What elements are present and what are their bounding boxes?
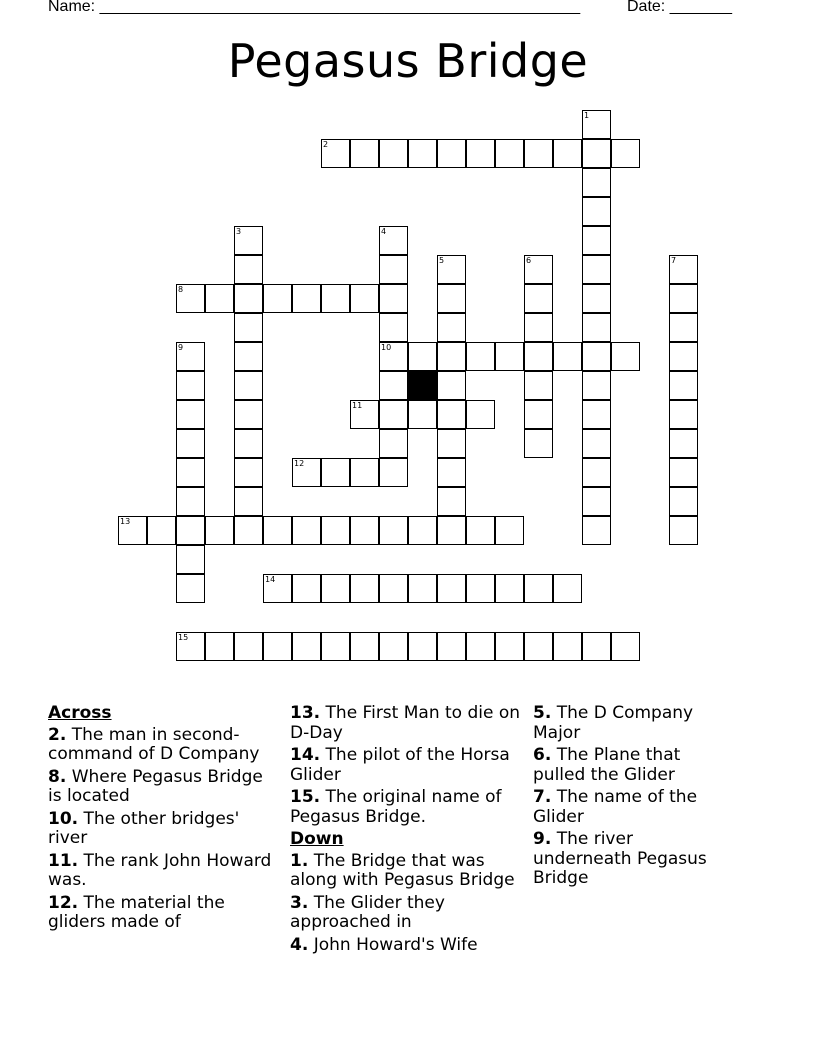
answer-cell[interactable] xyxy=(611,139,640,168)
answer-cell[interactable] xyxy=(176,371,205,400)
answer-cell[interactable] xyxy=(408,574,437,603)
answer-cell[interactable] xyxy=(379,400,408,429)
clue-down-4 xyxy=(290,936,526,956)
clue-number-label: 5 xyxy=(439,256,445,265)
clue-number-label: 13 xyxy=(120,517,131,526)
answer-cell[interactable] xyxy=(437,429,466,458)
answer-cell[interactable] xyxy=(524,313,553,342)
answer-cell[interactable] xyxy=(379,255,408,284)
answer-cell[interactable] xyxy=(524,400,553,429)
clue-number: 15. xyxy=(290,787,321,807)
answer-cell[interactable] xyxy=(234,284,263,313)
answer-cell[interactable] xyxy=(466,632,495,661)
answer-cell[interactable] xyxy=(582,429,611,458)
answer-cell[interactable] xyxy=(582,110,611,139)
answer-cell[interactable] xyxy=(524,632,553,661)
answer-cell[interactable] xyxy=(669,400,698,429)
answer-cell[interactable] xyxy=(118,516,147,545)
answer-cell[interactable] xyxy=(234,313,263,342)
clue-text: The river underneath Pegasus Bridge xyxy=(533,829,707,888)
answer-cell[interactable] xyxy=(553,632,582,661)
name-field-label: Name: ______________________________________________________ xyxy=(48,0,581,15)
clue-number: 9. xyxy=(533,829,552,849)
answer-cell[interactable] xyxy=(582,168,611,197)
answer-cell[interactable] xyxy=(350,574,379,603)
clue-text: The man in second-command of D Company xyxy=(48,724,260,764)
answer-cell[interactable] xyxy=(437,400,466,429)
clue-number-label: 3 xyxy=(236,227,242,236)
date-field-label: Date: _______ xyxy=(627,0,732,15)
answer-cell[interactable] xyxy=(669,371,698,400)
answer-cell[interactable] xyxy=(292,284,321,313)
answer-cell[interactable] xyxy=(582,487,611,516)
clues-column-1 xyxy=(48,704,280,936)
answer-cell[interactable] xyxy=(611,632,640,661)
answer-cell[interactable] xyxy=(408,632,437,661)
answer-cell[interactable] xyxy=(437,255,466,284)
clue-number: 6. xyxy=(533,745,552,765)
answer-cell[interactable] xyxy=(408,139,437,168)
across-heading: Across xyxy=(48,703,112,723)
clue-text: The D Company Major xyxy=(533,703,694,743)
answer-cell[interactable] xyxy=(582,284,611,313)
clue-number: 12. xyxy=(48,892,79,913)
clue-text: The name of the Glider xyxy=(533,787,698,827)
clues-column-2 xyxy=(290,704,526,958)
answer-cell[interactable] xyxy=(379,284,408,313)
answer-cell[interactable] xyxy=(437,371,466,400)
clue-across-13 xyxy=(290,704,526,743)
answer-cell[interactable] xyxy=(292,632,321,661)
answer-cell[interactable] xyxy=(582,197,611,226)
answer-cell[interactable] xyxy=(234,255,263,284)
clue-number: 8. xyxy=(48,766,67,787)
answer-cell[interactable] xyxy=(466,342,495,371)
clue-text: The other bridges' river xyxy=(48,808,240,848)
answer-cell[interactable] xyxy=(176,342,205,371)
answer-cell[interactable] xyxy=(582,226,611,255)
clue-number: 5. xyxy=(533,703,552,723)
clue-text: The material the gliders made of xyxy=(48,892,225,932)
answer-cell[interactable] xyxy=(176,516,205,545)
answer-cell[interactable] xyxy=(437,574,466,603)
clue-number-label: 11 xyxy=(352,401,363,410)
answer-cell[interactable] xyxy=(524,284,553,313)
answer-cell[interactable] xyxy=(234,516,263,545)
clues-column-3 xyxy=(533,704,733,892)
answer-cell[interactable] xyxy=(321,574,350,603)
answer-cell[interactable] xyxy=(669,487,698,516)
answer-cell[interactable] xyxy=(350,632,379,661)
answer-cell[interactable] xyxy=(437,458,466,487)
clue-number-label: 12 xyxy=(294,459,305,468)
answer-cell[interactable] xyxy=(379,458,408,487)
answer-cell[interactable] xyxy=(321,139,350,168)
clue-number: 2. xyxy=(48,724,67,745)
answer-cell[interactable] xyxy=(321,516,350,545)
answer-cell[interactable] xyxy=(582,313,611,342)
answer-cell[interactable] xyxy=(553,342,582,371)
clue-number: 13. xyxy=(290,703,321,723)
clue-across-12 xyxy=(48,894,280,933)
down-heading: Down xyxy=(290,829,344,849)
answer-cell[interactable] xyxy=(350,284,379,313)
answer-cell[interactable] xyxy=(263,632,292,661)
answer-cell[interactable] xyxy=(263,574,292,603)
answer-cell[interactable] xyxy=(379,371,408,400)
answer-cell[interactable] xyxy=(437,516,466,545)
answer-cell[interactable] xyxy=(147,516,176,545)
answer-cell[interactable] xyxy=(582,139,611,168)
answer-cell[interactable] xyxy=(437,139,466,168)
answer-cell[interactable] xyxy=(669,255,698,284)
clue-number: 14. xyxy=(290,745,321,765)
clue-text: The First Man to die on D-Day xyxy=(290,703,521,743)
answer-cell[interactable] xyxy=(495,574,524,603)
answer-cell[interactable] xyxy=(176,458,205,487)
answer-cell[interactable] xyxy=(379,574,408,603)
answer-cell[interactable] xyxy=(582,516,611,545)
answer-cell[interactable] xyxy=(379,429,408,458)
answer-cell[interactable] xyxy=(379,516,408,545)
clue-number-label: 9 xyxy=(178,343,184,352)
answer-cell[interactable] xyxy=(669,313,698,342)
answer-cell[interactable] xyxy=(669,458,698,487)
answer-cell[interactable] xyxy=(321,458,350,487)
answer-cell[interactable] xyxy=(176,400,205,429)
answer-cell[interactable] xyxy=(350,139,379,168)
answer-cell[interactable] xyxy=(553,139,582,168)
clue-down-9 xyxy=(533,830,733,889)
answer-cell[interactable] xyxy=(379,342,408,371)
answer-cell[interactable] xyxy=(205,516,234,545)
answer-cell[interactable] xyxy=(524,371,553,400)
answer-cell[interactable] xyxy=(669,516,698,545)
clue-number-label: 4 xyxy=(381,227,387,236)
answer-cell[interactable] xyxy=(582,342,611,371)
clue-down-1 xyxy=(290,852,526,891)
clue-number-label: 14 xyxy=(265,575,276,584)
clue-down-3 xyxy=(290,894,526,933)
answer-cell[interactable] xyxy=(582,458,611,487)
answer-cell[interactable] xyxy=(582,632,611,661)
clue-number: 11. xyxy=(48,850,79,871)
answer-cell[interactable] xyxy=(234,458,263,487)
clue-text: The Glider they approached in xyxy=(290,892,445,932)
answer-cell[interactable] xyxy=(669,342,698,371)
clue-number-label: 2 xyxy=(323,140,329,149)
answer-cell[interactable] xyxy=(495,516,524,545)
clue-across-11 xyxy=(48,852,280,891)
answer-cell[interactable] xyxy=(611,342,640,371)
clue-across-10 xyxy=(48,810,280,849)
answer-cell[interactable] xyxy=(350,458,379,487)
answer-cell[interactable] xyxy=(379,632,408,661)
answer-cell[interactable] xyxy=(379,313,408,342)
answer-cell[interactable] xyxy=(437,313,466,342)
clue-number: 4. xyxy=(290,934,309,955)
answer-cell[interactable] xyxy=(379,226,408,255)
answer-cell[interactable] xyxy=(292,516,321,545)
clue-text: The pilot of the Horsa Glider xyxy=(290,745,510,785)
clue-across-14 xyxy=(290,746,526,785)
clue-text: The rank John Howard was. xyxy=(48,850,272,890)
clue-across-15 xyxy=(290,788,526,827)
answer-cell[interactable] xyxy=(205,632,234,661)
answer-cell[interactable] xyxy=(553,574,582,603)
answer-cell[interactable] xyxy=(582,400,611,429)
answer-cell[interactable] xyxy=(466,516,495,545)
clue-number-label: 1 xyxy=(584,111,590,120)
black-square xyxy=(408,371,437,400)
answer-cell[interactable] xyxy=(669,284,698,313)
clue-across-2 xyxy=(48,726,280,765)
answer-cell[interactable] xyxy=(263,284,292,313)
answer-cell[interactable] xyxy=(234,429,263,458)
answer-cell[interactable] xyxy=(582,371,611,400)
answer-cell[interactable] xyxy=(176,487,205,516)
clue-number-label: 15 xyxy=(178,633,189,642)
puzzle-title: Pegasus Bridge xyxy=(227,34,589,88)
answer-cell[interactable] xyxy=(176,632,205,661)
answer-cell[interactable] xyxy=(495,342,524,371)
answer-cell[interactable] xyxy=(205,284,234,313)
answer-cell[interactable] xyxy=(234,342,263,371)
answer-cell[interactable] xyxy=(234,226,263,255)
answer-cell[interactable] xyxy=(437,342,466,371)
clue-down-6 xyxy=(533,746,733,785)
answer-cell[interactable] xyxy=(408,516,437,545)
answer-cell[interactable] xyxy=(292,574,321,603)
answer-cell[interactable] xyxy=(437,284,466,313)
answer-cell[interactable] xyxy=(524,574,553,603)
answer-cell[interactable] xyxy=(669,429,698,458)
answer-cell[interactable] xyxy=(437,487,466,516)
answer-cell[interactable] xyxy=(292,458,321,487)
clue-number-label: 6 xyxy=(526,256,532,265)
answer-cell[interactable] xyxy=(495,632,524,661)
answer-cell[interactable] xyxy=(234,487,263,516)
clue-number: 10. xyxy=(48,808,79,829)
answer-cell[interactable] xyxy=(437,632,466,661)
answer-cell[interactable] xyxy=(234,371,263,400)
clue-number: 1. xyxy=(290,850,309,871)
clue-number-label: 10 xyxy=(381,343,392,352)
answer-cell[interactable] xyxy=(321,284,350,313)
answer-cell[interactable] xyxy=(582,255,611,284)
answer-cell[interactable] xyxy=(524,139,553,168)
answer-cell[interactable] xyxy=(524,429,553,458)
answer-cell[interactable] xyxy=(350,516,379,545)
answer-cell[interactable] xyxy=(321,632,350,661)
answer-cell[interactable] xyxy=(379,139,408,168)
answer-cell[interactable] xyxy=(234,632,263,661)
answer-cell[interactable] xyxy=(176,429,205,458)
answer-cell[interactable] xyxy=(524,255,553,284)
clue-text: Where Pegasus Bridge is located xyxy=(48,766,263,806)
clue-number-label: 8 xyxy=(178,285,184,294)
answer-cell[interactable] xyxy=(524,342,553,371)
answer-cell[interactable] xyxy=(176,574,205,603)
clue-text: The original name of Pegasus Bridge. xyxy=(290,787,502,827)
answer-cell[interactable] xyxy=(466,400,495,429)
clue-across-8 xyxy=(48,768,280,807)
answer-cell[interactable] xyxy=(466,574,495,603)
clue-number-label: 7 xyxy=(671,256,677,265)
clue-text: John Howard's Wife xyxy=(313,934,478,955)
clue-number: 3. xyxy=(290,892,309,913)
answer-cell[interactable] xyxy=(408,400,437,429)
clue-down-7 xyxy=(533,788,733,827)
answer-cell[interactable] xyxy=(176,545,205,574)
answer-cell[interactable] xyxy=(234,400,263,429)
answer-cell[interactable] xyxy=(495,139,524,168)
answer-cell[interactable] xyxy=(176,284,205,313)
clue-down-5 xyxy=(533,704,733,743)
answer-cell[interactable] xyxy=(408,342,437,371)
answer-cell[interactable] xyxy=(350,400,379,429)
clue-text: The Plane that pulled the Glider xyxy=(533,745,681,785)
clue-number: 7. xyxy=(533,787,552,807)
answer-cell[interactable] xyxy=(263,516,292,545)
clue-text: The Bridge that was along with Pegasus Bridge xyxy=(290,850,515,890)
answer-cell[interactable] xyxy=(466,139,495,168)
